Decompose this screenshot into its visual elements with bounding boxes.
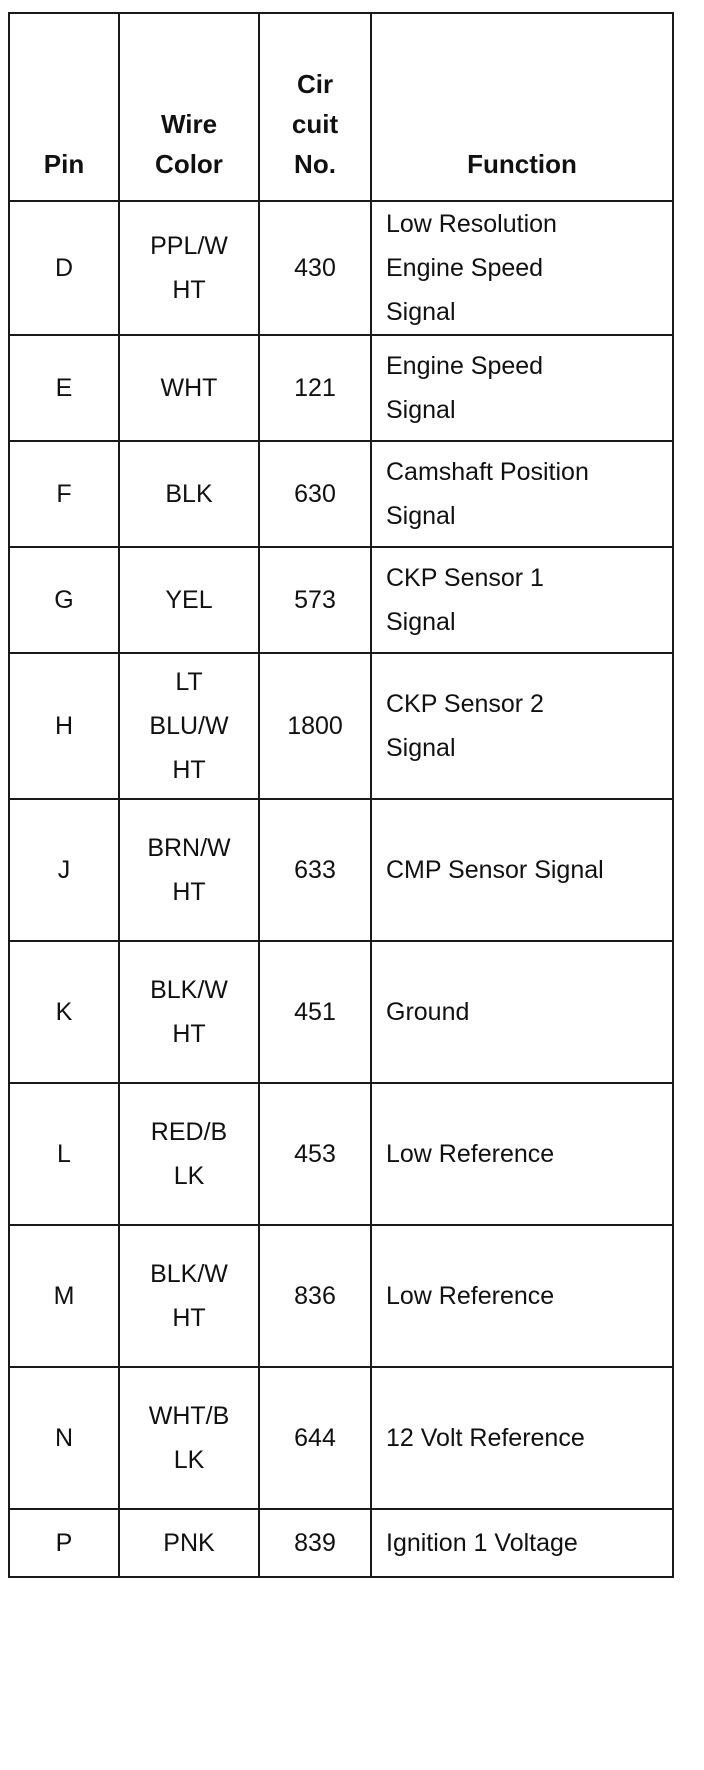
cell-wire-color: BLK/W HT (119, 941, 259, 1083)
cell-wire-color: BRN/W HT (119, 799, 259, 941)
cell-function: Ignition 1 Voltage (371, 1509, 673, 1577)
cell-function: Low Reference (371, 1225, 673, 1367)
cell-pin: H (9, 653, 119, 799)
table-row (9, 441, 673, 547)
table-row (9, 653, 673, 799)
cell-function: CMP Sensor Signal (371, 799, 673, 941)
cell-function: 12 Volt Reference (371, 1367, 673, 1509)
cell-pin: F (9, 441, 119, 547)
cell-circuit-no: 451 (259, 941, 371, 1083)
table-row (9, 547, 673, 653)
cell-wire-color: RED/B LK (119, 1083, 259, 1225)
cell-function: Engine Speed Signal (371, 335, 673, 441)
header-function: Function (371, 13, 673, 201)
cell-pin: P (9, 1509, 119, 1577)
table-row (9, 1509, 673, 1577)
cell-wire-color: BLK/W HT (119, 1225, 259, 1367)
cell-circuit-no: 1800 (259, 653, 371, 799)
cell-wire-color: WHT (119, 335, 259, 441)
cell-circuit-no: 836 (259, 1225, 371, 1367)
table-row (9, 1083, 673, 1225)
cell-pin: L (9, 1083, 119, 1225)
cell-circuit-no: 430 (259, 201, 371, 335)
cell-function: Low Reference (371, 1083, 673, 1225)
cell-function: Camshaft Position Signal (371, 441, 673, 547)
header-circuit-no: Cir cuit No. (259, 13, 371, 201)
table-row (9, 1225, 673, 1367)
cell-circuit-no: 644 (259, 1367, 371, 1509)
pin-table (8, 12, 674, 1578)
cell-circuit-no: 839 (259, 1509, 371, 1577)
cell-function: Ground (371, 941, 673, 1083)
cell-pin: N (9, 1367, 119, 1509)
table-row (9, 1367, 673, 1509)
cell-wire-color: PNK (119, 1509, 259, 1577)
table-row (9, 335, 673, 441)
header-pin: Pin (9, 13, 119, 201)
cell-wire-color: BLK (119, 441, 259, 547)
cell-function: Low Resolution Engine Speed Signal (371, 201, 673, 335)
cell-function: CKP Sensor 2 Signal (371, 653, 673, 799)
table-row (9, 941, 673, 1083)
cell-wire-color: YEL (119, 547, 259, 653)
cell-wire-color: PPL/W HT (119, 201, 259, 335)
header-row (9, 13, 673, 201)
cell-circuit-no: 630 (259, 441, 371, 547)
cell-wire-color: LT BLU/W HT (119, 653, 259, 799)
cell-function: CKP Sensor 1 Signal (371, 547, 673, 653)
cell-circuit-no: 573 (259, 547, 371, 653)
cell-pin: D (9, 201, 119, 335)
header-wire-color: Wire Color (119, 13, 259, 201)
cell-pin: K (9, 941, 119, 1083)
cell-wire-color: WHT/B LK (119, 1367, 259, 1509)
cell-circuit-no: 453 (259, 1083, 371, 1225)
cell-pin: G (9, 547, 119, 653)
cell-circuit-no: 633 (259, 799, 371, 941)
cell-circuit-no: 121 (259, 335, 371, 441)
cell-pin: J (9, 799, 119, 941)
cell-pin: M (9, 1225, 119, 1367)
cell-pin: E (9, 335, 119, 441)
table-row (9, 799, 673, 941)
table-row (9, 201, 673, 335)
